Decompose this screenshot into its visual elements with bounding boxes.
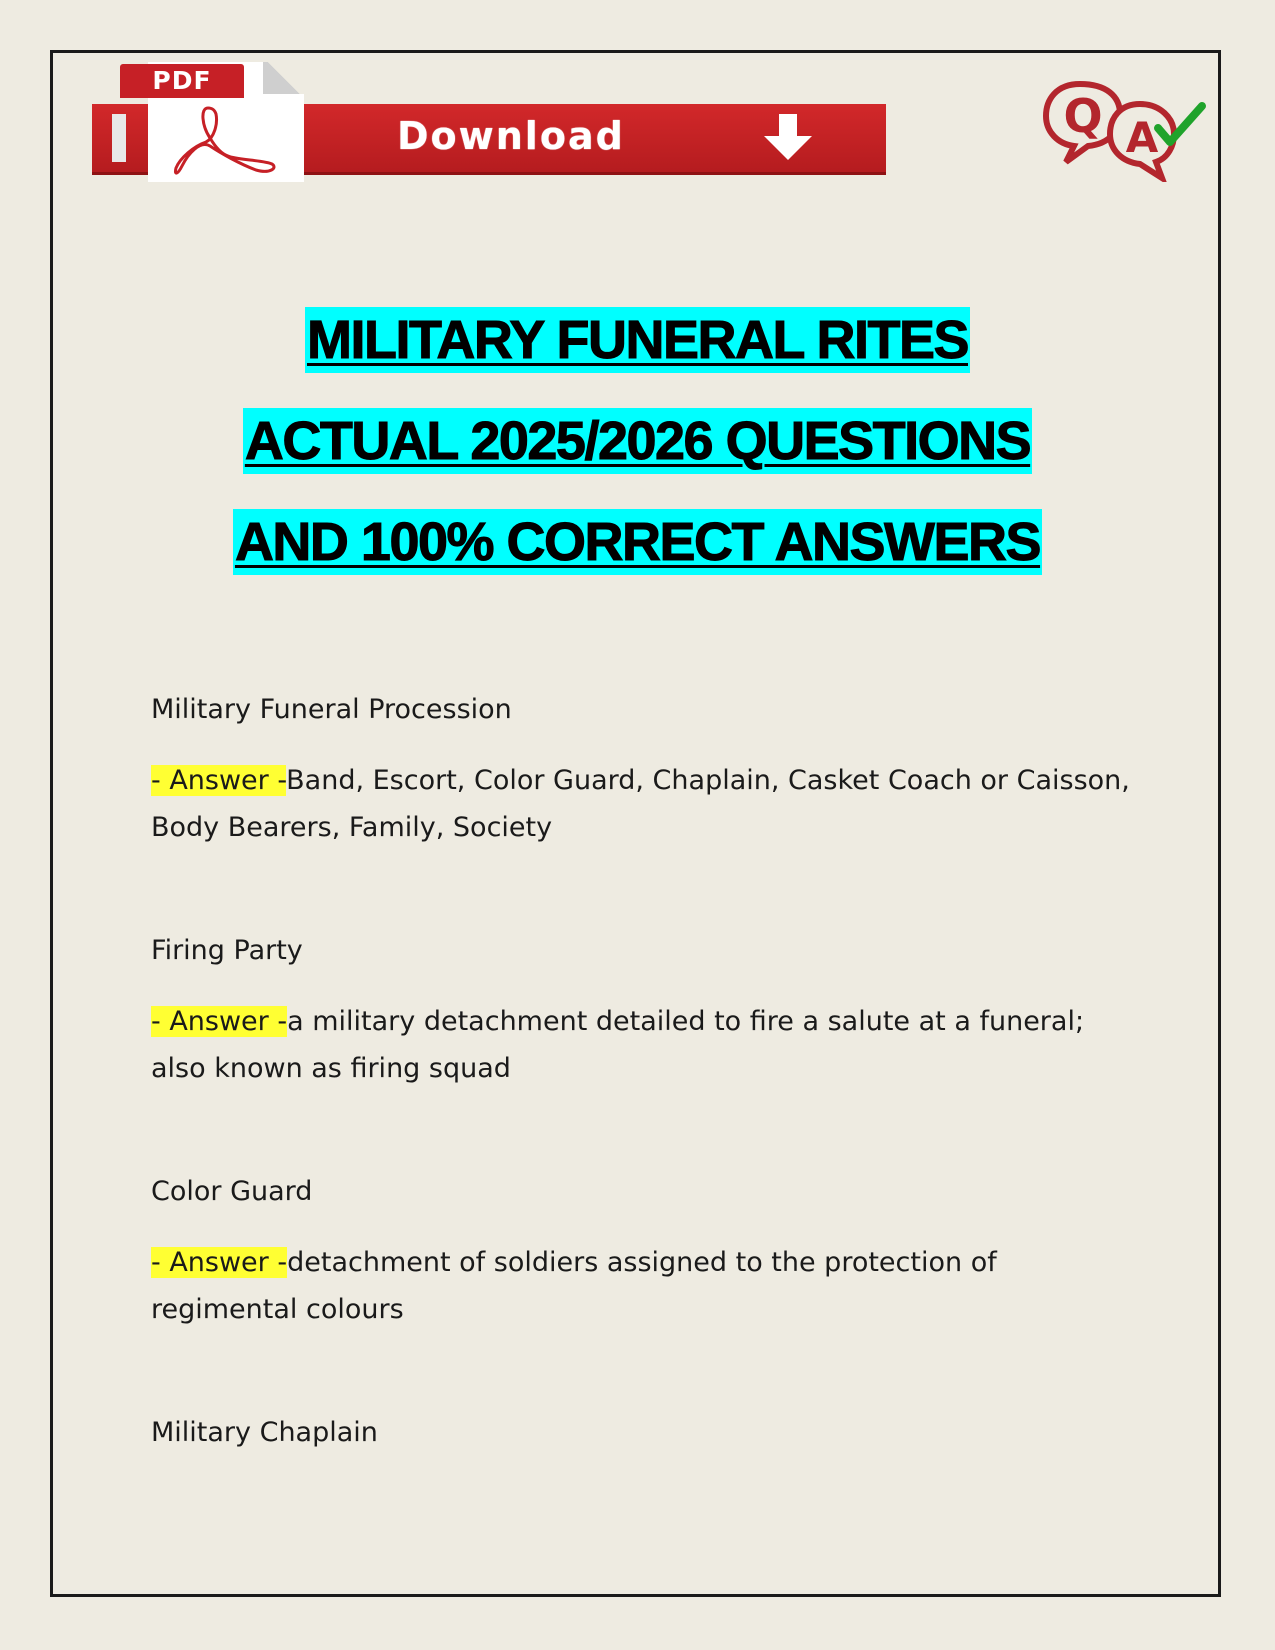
qa-item <box>151 690 1151 851</box>
answer-prefix: - Answer - <box>151 1006 288 1037</box>
answer-line-2: also known as firing squad <box>151 1053 511 1084</box>
qa-item <box>151 1413 1151 1453</box>
answer-line-1: detachment of soldiers assigned to the protection of <box>287 1247 997 1278</box>
qa-list <box>151 690 1151 1453</box>
answer-line-1: a military detachment detailed to fire a salute at a funeral; <box>287 1006 1085 1037</box>
answer-prefix: - Answer - <box>151 1247 288 1278</box>
answer-text <box>151 998 1131 1092</box>
qa-logo <box>1040 78 1210 182</box>
qa-item <box>151 931 1151 1092</box>
title-line-1: MILITARY FUNERAL RITES <box>305 307 970 373</box>
question-text: Firing Party <box>151 935 303 966</box>
page-fold-icon <box>263 62 304 94</box>
answer-line-1: Band, Escort, Color Guard, Chaplain, Casket Coach or Caisson, <box>286 765 1130 796</box>
answer-line-2: regimental colours <box>151 1294 404 1325</box>
download-label: Download <box>397 114 625 158</box>
acrobat-logo-icon <box>170 104 280 180</box>
document-title <box>0 307 1275 610</box>
answer-text <box>151 757 1131 851</box>
a-letter: A <box>1125 113 1159 162</box>
pdf-download-banner[interactable] <box>92 62 886 182</box>
download-arrow-icon <box>760 114 816 162</box>
question-text: Military Funeral Procession <box>151 694 512 725</box>
title-line-3: AND 100% CORRECT ANSWERS <box>233 509 1042 575</box>
banner-stripe <box>112 114 126 162</box>
qa-item <box>151 1172 1151 1333</box>
pdf-tab-label: PDF <box>120 64 244 98</box>
title-line-2: ACTUAL 2025/2026 QUESTIONS <box>243 408 1032 474</box>
answer-text <box>151 1239 1131 1333</box>
q-letter: Q <box>1063 89 1103 143</box>
answer-prefix: - Answer - <box>151 765 287 796</box>
question-text: Military Chaplain <box>151 1417 378 1448</box>
question-text: Color Guard <box>151 1176 313 1207</box>
answer-line-2: Body Bearers, Family, Society <box>151 812 553 843</box>
